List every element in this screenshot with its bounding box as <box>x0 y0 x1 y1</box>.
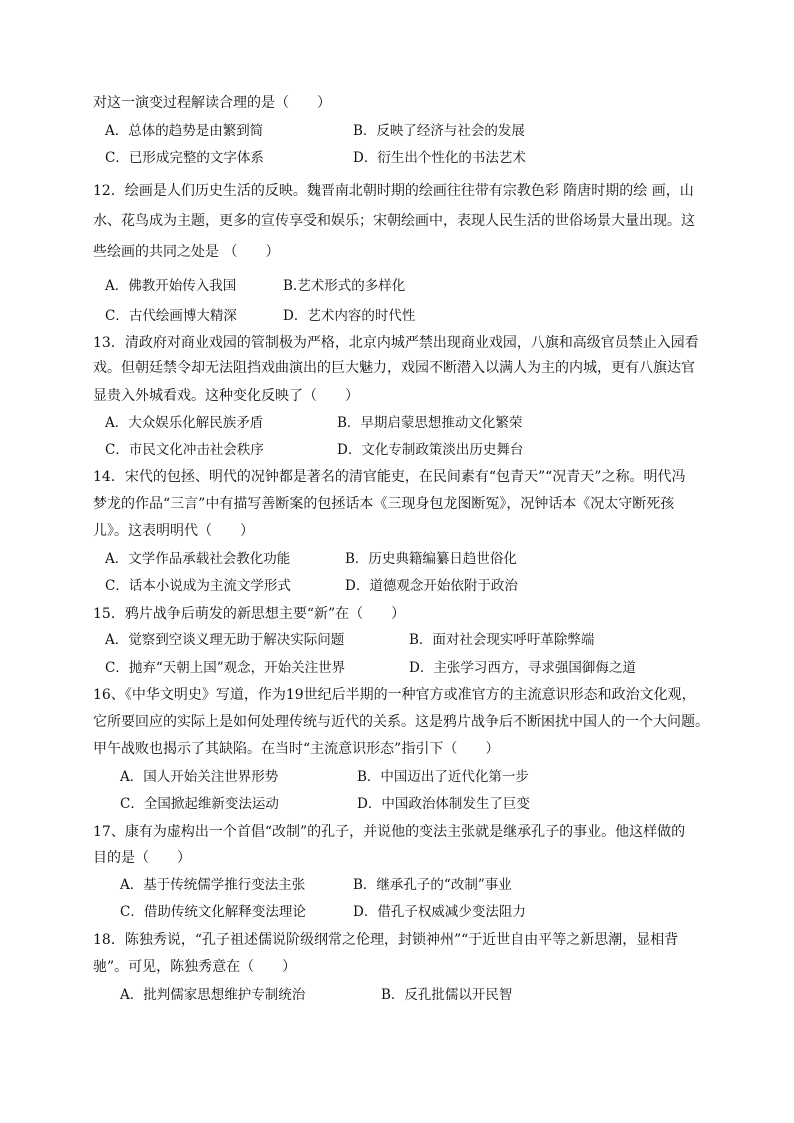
q18-option-a: A．批判儒家思想维护专制统治 <box>120 987 306 1003</box>
q12-line-2: 水、花鸟成为主题，更多的宣传享受和娱乐；宋朝绘画中，表现人民生活的世俗场景大量出现。这 <box>93 213 695 229</box>
q16-option-d: D．中国政治体制发生了巨变 <box>357 796 530 812</box>
q12-option-a: A．佛教开始传入我国 <box>105 278 237 294</box>
q15-line-1: 15．鸦片战争后萌发的新思想主要“新”在（ ） <box>93 606 406 622</box>
q14-option-d: D．道德观念开始依附于政治 <box>345 578 518 594</box>
q11-stem: 对这一演变过程解读合理的是（ ） <box>93 95 331 111</box>
q17-option-a: A．基于传统儒学推行变法主张 <box>120 877 306 893</box>
q13-option-d: D．文化专制政策淡出历史舞台 <box>337 442 524 458</box>
q14-line-2: 梦龙的作品“三言”中有描写善断案的包拯话本《三现身包龙图断冤》，况钟话本《况太守断死孩 <box>93 496 675 512</box>
q16-line-3: 甲午战败也揭示了其缺陷。在当时“主流意识形态”指引下（ ） <box>93 741 500 757</box>
q12-line-1: 12．绘画是人们历史生活的反映。魏晋南北朝时期的绘画往往带有宗教色彩 隋唐时期的绘 画，山 <box>93 183 694 199</box>
q11-option-c: C．已形成完整的文字体系 <box>105 150 264 166</box>
q14-line-3: 儿》。这表明明代（ ） <box>93 523 254 539</box>
q17-line-2: 目的是（ ） <box>93 850 191 866</box>
q15-option-c: C．抛弃“天朝上国”观念，开始关注世界 <box>105 660 346 676</box>
q12-option-c: C．古代绘画博大精深 <box>105 308 237 324</box>
q14-option-a: A．文学作品承载社会教化功能 <box>105 551 291 567</box>
q12-option-d: D．艺术内容的时代性 <box>283 308 416 324</box>
q13-option-b: B．早期启蒙思想推动文化繁荣 <box>337 415 523 431</box>
q18-line-1: 18．陈独秀说，“孔子祖述儒说阶级纲常之伦理，封锁神州”“于近世自由平等之新思潮，显相背 <box>93 932 679 948</box>
q13-option-a: A．大众娱乐化解民族矛盾 <box>105 415 264 431</box>
q13-line-1: 13．清政府对商业戏园的管制极为严格，北京内城严禁出现商业戏园，八旗和高级官员禁止入园看 <box>93 335 699 351</box>
q12-line-3: 些绘画的共同之处是 （ ） <box>93 244 280 260</box>
q17-option-d: D．借孔子权威减少变法阻力 <box>353 904 526 920</box>
q14-option-b: B．历史典籍编纂日趋世俗化 <box>345 551 517 567</box>
q16-option-a: A．国人开始关注世界形势 <box>120 769 279 785</box>
q17-line-1: 17、康有为虚构出一个首倡“改制”的孔子，并说他的变法主张就是继承孔子的事业。他这样做的 <box>93 824 686 840</box>
q14-line-1: 14．宋代的包拯、明代的况钟都是著名的清官能吏，在民间素有“包青天”“况青天”之称。明代冯 <box>93 469 686 485</box>
q13-option-c: C．市民文化冲击社会秩序 <box>105 442 264 458</box>
q15-option-a: A．觉察到空谈义理无助于解决实际问题 <box>105 632 345 648</box>
q16-line-1: 16、《中华文明史》写道，作为19世纪后半期的一种官方或准官方的主流意识形态和政治文化观， <box>93 687 696 703</box>
q17-option-b: B．继承孔子的“改制”事业 <box>353 877 512 893</box>
q13-line-2: 戏。但朝廷禁令却无法阻挡戏曲演出的巨大魅力，戏园不断潜入以满人为主的内城，更有八旗达官 <box>93 360 695 376</box>
q11-option-a: A．总体的趋势是由繁到简 <box>105 123 264 139</box>
q18-option-b: B．反孔批儒以开民智 <box>381 987 513 1003</box>
q12-option-b: B.艺术形式的多样化 <box>283 278 406 294</box>
q16-option-c: C．全国掀起维新变法运动 <box>120 796 279 812</box>
q15-option-b: B．面对社会现实呼吁革除弊端 <box>409 632 595 648</box>
q13-line-3: 显贵入外城看戏。这种变化反映了（ ） <box>93 388 359 404</box>
q16-line-2: 它所要回应的实际上是如何处理传统与近代的关系。这是鸦片战争后不断困扰中国人的一个大问题。 <box>93 714 709 730</box>
q16-option-b: B．中国迈出了近代化第一步 <box>357 769 529 785</box>
q17-option-c: C．借助传统文化解释变法理论 <box>120 904 306 920</box>
q18-line-2: 驰”。可见，陈独秀意在（ ） <box>93 959 297 975</box>
q14-option-c: C．话本小说成为主流文学形式 <box>105 578 291 594</box>
q11-option-b: B．反映了经济与社会的发展 <box>353 123 525 139</box>
q15-option-d: D．主张学习西方，寻求强国御侮之道 <box>409 660 636 676</box>
q11-option-d: D．衍生出个性化的书法艺术 <box>353 150 526 166</box>
